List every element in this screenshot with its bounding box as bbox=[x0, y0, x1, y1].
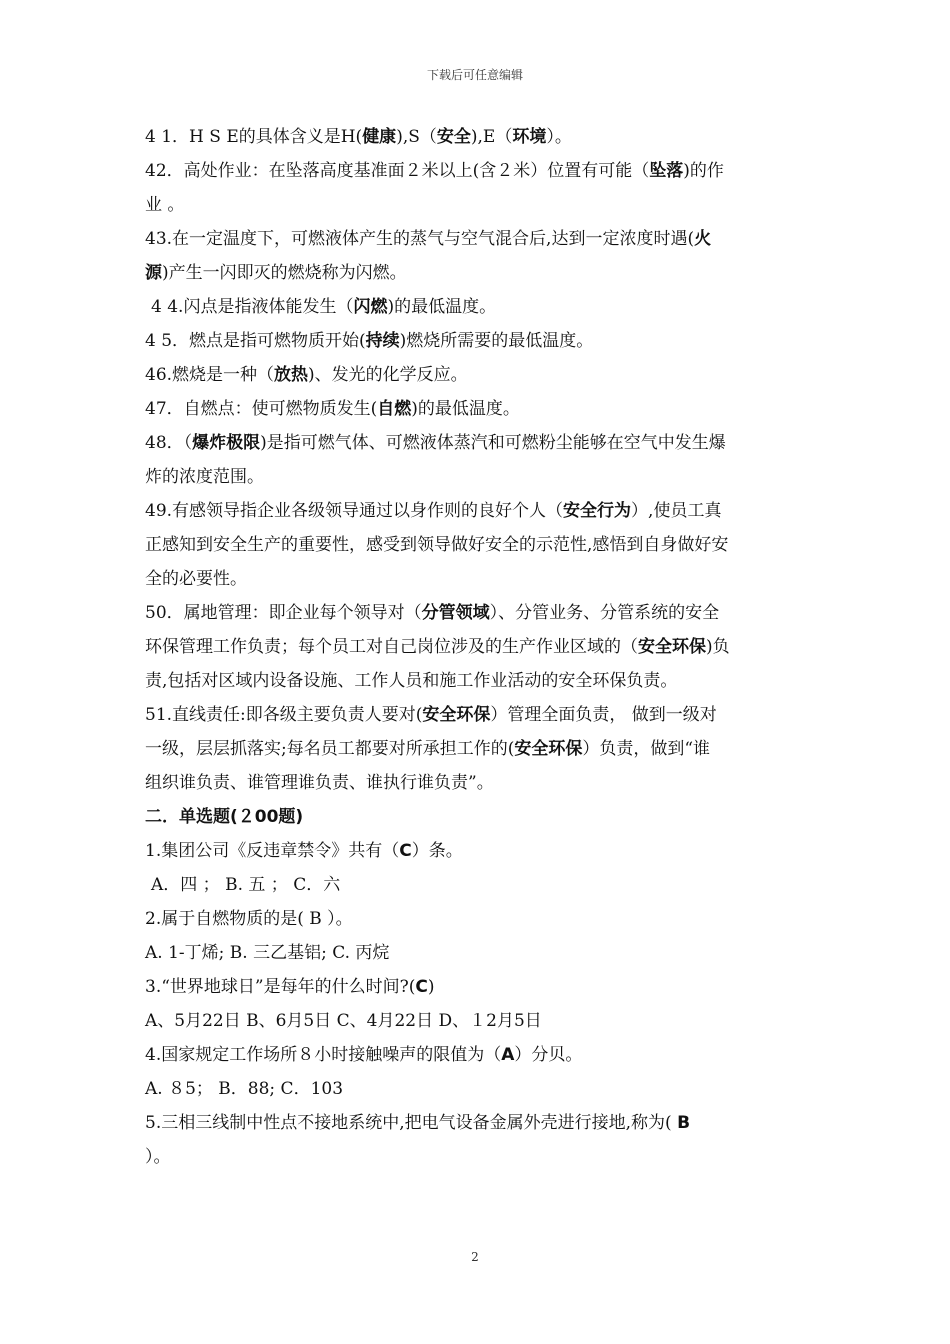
line-text: ）管理全面负责， 做到一级对 bbox=[490, 705, 717, 725]
text-line bbox=[145, 936, 810, 970]
text-line bbox=[145, 664, 810, 698]
line-text: 5.三相三线制中性点不接地系统中,把电气设备金属外壳进行接地,称为( bbox=[145, 1113, 678, 1133]
line-text: 环保管理工作负责；每个员工对自己岗位涉及的生产作业区域的（ bbox=[145, 637, 638, 657]
text-line bbox=[145, 494, 810, 528]
text-line bbox=[145, 426, 810, 460]
text-line bbox=[145, 460, 810, 494]
text-line bbox=[145, 154, 810, 188]
text-line bbox=[145, 562, 810, 596]
line-text: A．四 ； B. 五 ； C．六 bbox=[151, 875, 341, 895]
line-text: )燃烧所需要的最低温度。 bbox=[399, 331, 594, 351]
line-text: ）。 bbox=[145, 1147, 171, 1167]
line-text: 4 1．H S E的具体含义是H( bbox=[145, 127, 363, 147]
text-line bbox=[145, 324, 810, 358]
line-text: A. ８5； B．88; C．103 bbox=[145, 1079, 344, 1099]
text-line bbox=[145, 1038, 810, 1072]
line-text: 4 4.闪点是指液体能发生（ bbox=[151, 297, 354, 317]
text-line bbox=[145, 766, 810, 800]
answer-text: 二．单选题(２00题) bbox=[145, 807, 304, 827]
line-text: )的作 bbox=[683, 161, 724, 181]
answer-text: 安全 bbox=[436, 127, 471, 147]
line-text: 46.燃烧是一种（ bbox=[145, 365, 275, 385]
text-line bbox=[145, 120, 810, 154]
line-text: 炸的浓度范围。 bbox=[145, 467, 264, 487]
line-text: 4 5．燃点是指可燃物质开始( bbox=[145, 331, 366, 351]
text-line bbox=[145, 1004, 810, 1038]
text-line bbox=[145, 698, 810, 732]
text-line bbox=[145, 222, 810, 256]
text-line bbox=[145, 732, 810, 766]
line-text: 正感知到安全生产的重要性，感受到领导做好安全的示范性,感悟到自身做好安 bbox=[145, 535, 729, 555]
answer-text: 健康 bbox=[362, 127, 397, 147]
answer-text: 火 bbox=[694, 229, 712, 249]
answer-text: 坠落 bbox=[649, 161, 684, 181]
text-line bbox=[145, 1072, 810, 1106]
text-line bbox=[145, 1106, 810, 1140]
answer-text: C bbox=[415, 977, 428, 997]
text-line bbox=[145, 188, 810, 222]
line-text: ）,使员工真 bbox=[631, 501, 722, 521]
line-text: 组织谁负责、谁管理谁负责、谁执行谁负责”。 bbox=[145, 773, 494, 793]
answer-text: C bbox=[399, 841, 412, 861]
line-text: )是指可燃气体、可燃液体蒸汽和可燃粉尘能够在空气中发生爆 bbox=[260, 433, 726, 453]
line-text: ）负责，做到“谁 bbox=[582, 739, 711, 759]
line-text: 42．高处作业：在坠落高度基准面２米以上(含２米）位置有可能（ bbox=[145, 161, 650, 181]
line-text: )产生一闪即灭的燃烧称为闪燃。 bbox=[162, 263, 407, 283]
answer-text: 放热 bbox=[274, 365, 309, 385]
answer-text: 分管领域 bbox=[421, 603, 490, 623]
line-text: ）、分管业务、分管系统的安全 bbox=[489, 603, 720, 623]
line-text: 4.国家规定工作场所８小时接触噪声的限值为（ bbox=[145, 1045, 502, 1065]
text-line bbox=[145, 970, 810, 1004]
line-text: ) bbox=[427, 977, 435, 997]
answer-text: 安全环保 bbox=[422, 705, 491, 725]
line-text: 一级，层层抓落实;每名员工都要对所承担工作的( bbox=[145, 739, 515, 759]
text-line bbox=[145, 358, 810, 392]
line-text: 1.集团公司《反违章禁令》共有（ bbox=[145, 841, 400, 861]
answer-text: A bbox=[501, 1045, 515, 1065]
line-text: ),S（ bbox=[396, 127, 437, 147]
line-text: 2.属于自燃物质的是( B ）。 bbox=[145, 909, 353, 929]
text-line bbox=[145, 800, 810, 834]
page-header: 下载后可任意编辑 bbox=[426, 68, 523, 82]
answer-text: 安全环保 bbox=[638, 637, 706, 657]
text-line bbox=[145, 290, 810, 324]
line-text: 49.有感领导指企业各级领导通过以身作则的良好个人（ bbox=[145, 501, 564, 521]
text-line bbox=[145, 596, 810, 630]
text-line bbox=[145, 630, 810, 664]
text-line bbox=[145, 528, 810, 562]
text-line bbox=[145, 392, 810, 426]
line-text: 51.直线责任:即各级主要负责人要对( bbox=[145, 705, 423, 725]
text-line bbox=[145, 902, 810, 936]
line-text: 全的必要性。 bbox=[145, 569, 247, 589]
line-text: A. 1-丁烯; B. 三乙基铝; C. 丙烷 bbox=[145, 943, 390, 963]
text-line bbox=[145, 1140, 810, 1174]
page-number: 2 bbox=[471, 1250, 479, 1264]
answer-text: 闪燃 bbox=[353, 297, 388, 317]
line-text: ）条。 bbox=[411, 841, 463, 861]
answer-text: 安全环保 bbox=[514, 739, 583, 759]
line-text: 50．属地管理：即企业每个领导对（ bbox=[145, 603, 422, 623]
answer-text: 爆炸极限 bbox=[192, 433, 261, 453]
answer-text: B bbox=[677, 1113, 691, 1133]
line-text: ）分贝。 bbox=[514, 1045, 583, 1065]
line-text: 43.在一定温度下，可燃液体产生的蒸气与空气混合后,达到一定浓度时遇( bbox=[145, 229, 695, 249]
answer-text: 自燃 bbox=[377, 399, 412, 419]
line-text: ）。 bbox=[546, 127, 572, 147]
line-text: )、发光的化学反应。 bbox=[308, 365, 468, 385]
line-text: ),E（ bbox=[470, 127, 513, 147]
line-text: 责,包括对区域内设备设施、工作人员和施工作业活动的安全环保负责。 bbox=[145, 671, 678, 691]
line-text: )的最低温度。 bbox=[411, 399, 520, 419]
line-text: 47．自燃点：使可燃物质发生( bbox=[145, 399, 378, 419]
answer-text: 安全行为 bbox=[563, 501, 632, 521]
line-text: )负 bbox=[706, 637, 730, 657]
text-line bbox=[145, 834, 810, 868]
line-text: 3.“世界地球日”是每年的什么时间?( bbox=[145, 977, 416, 997]
line-text: 48．（ bbox=[145, 433, 193, 453]
answer-text: 持续 bbox=[365, 331, 400, 351]
text-line bbox=[145, 868, 810, 902]
line-text: 业 。 bbox=[145, 195, 185, 215]
text-line bbox=[145, 256, 810, 290]
answer-text: 源 bbox=[145, 263, 162, 283]
document-body bbox=[145, 120, 810, 1174]
line-text: )的最低温度。 bbox=[387, 297, 497, 317]
answer-text: 环境 bbox=[512, 127, 547, 147]
line-text: A、5月22日 B、6月5日 C、4月22日 D、１2月5日 bbox=[145, 1011, 542, 1031]
